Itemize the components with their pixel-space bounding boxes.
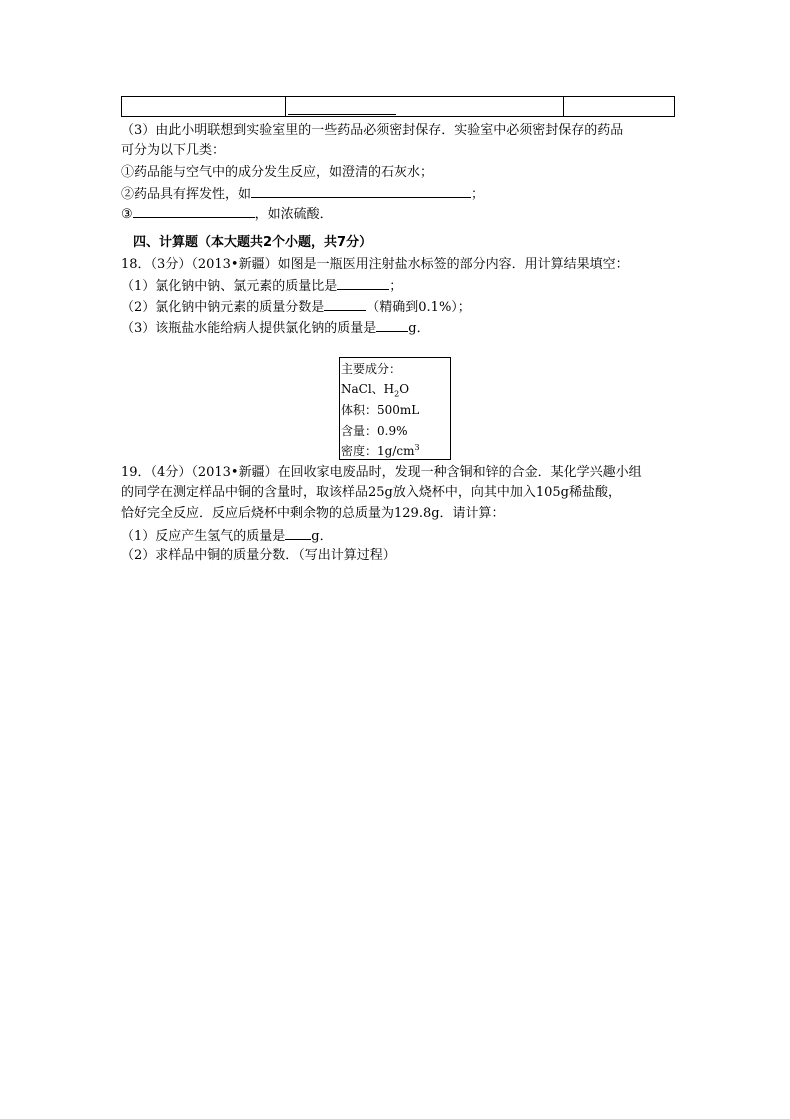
q17-item2-prefix: ②药品具有挥发性，如 <box>121 187 252 202</box>
q18-part2-suffix: （精确到0.1%）； <box>366 300 471 315</box>
answer-blank[interactable] <box>288 114 396 115</box>
section-heading: 四、计算题（本大题共2个小题，共7分） <box>133 235 373 250</box>
q19-line2: 的同学在测定样品中铜的含量时，取该样品25g放入烧杯中，向其中加入105g稀盐酸， <box>121 485 621 500</box>
q18-part3-prefix: （3）该瓶盐水能给病人提供氯化钠的质量是 <box>121 321 377 336</box>
q18-part1 <box>121 275 402 297</box>
label-text: 密度：1g/cm <box>341 444 415 458</box>
answer-table <box>121 96 675 117</box>
q17-part3-line2: 可分为以下几类： <box>121 143 226 158</box>
q18-part1-prefix: （1）氯化钠中钠、氯元素的质量比是 <box>121 279 338 294</box>
label-text: NaCl、H <box>341 382 395 396</box>
answer-blank[interactable] <box>324 296 366 311</box>
answer-blank[interactable] <box>376 317 408 332</box>
answer-blank[interactable] <box>251 183 471 198</box>
label-line: 主要成分： <box>341 362 402 376</box>
q17-item3-prefix: ③ <box>121 207 133 222</box>
answer-blank[interactable] <box>337 275 389 290</box>
q19-line1: 19．（4分）（2013•新疆）在回收家电废品时，发现一种含铜和锌的合金．某化学兴趣小组 <box>121 465 642 480</box>
table-cell <box>563 97 674 117</box>
table-cell <box>285 97 563 117</box>
label-text: O <box>399 382 410 396</box>
label-subscript: 2 <box>394 389 400 399</box>
label-line: 体积：500mL <box>341 403 420 417</box>
saline-label <box>339 357 451 460</box>
q19-part1-prefix: （1）反应产生氢气的质量是 <box>121 529 286 544</box>
q19-line3: 恰好完全反应．反应后烧杯中剩余物的总质量为129.8g．请计算： <box>121 506 505 521</box>
label-line: 含量：0.9% <box>341 424 408 438</box>
label-line <box>341 380 409 398</box>
q18-part2 <box>121 296 471 318</box>
q19-part1-suffix: g． <box>311 529 333 544</box>
q17-item3 <box>121 203 333 225</box>
table-cell <box>122 97 286 117</box>
q18-part3 <box>121 317 430 339</box>
q17-item2 <box>121 183 484 205</box>
q17-part3-line1: （3）由此小明联想到实验室里的一些药品必须密封保存．实验室中必须密封保存的药品 <box>121 123 624 138</box>
answer-blank[interactable] <box>285 525 311 540</box>
q18-stem: 18．（3分）（2013•新疆）如图是一瓶医用注射盐水标签的部分内容．用计算结果填空： <box>121 257 629 272</box>
q17-item3-suffix: ，如浓硫酸． <box>254 207 333 222</box>
answer-blank[interactable] <box>133 203 255 218</box>
q18-part2-prefix: （2）氯化钠中钠元素的质量分数是 <box>121 300 325 315</box>
q18-part1-suffix: ； <box>389 279 403 294</box>
q18-part3-suffix: g． <box>408 321 430 336</box>
q17-item2-suffix: ； <box>471 187 485 202</box>
label-superscript: 3 <box>414 443 420 452</box>
q19-part1 <box>121 525 333 547</box>
q17-item1: ①药品能与空气中的成分发生反应，如澄清的石灰水； <box>121 165 434 180</box>
q19-part2: （2）求样品中铜的质量分数．（写出计算过程） <box>121 548 396 563</box>
label-line <box>341 442 420 459</box>
